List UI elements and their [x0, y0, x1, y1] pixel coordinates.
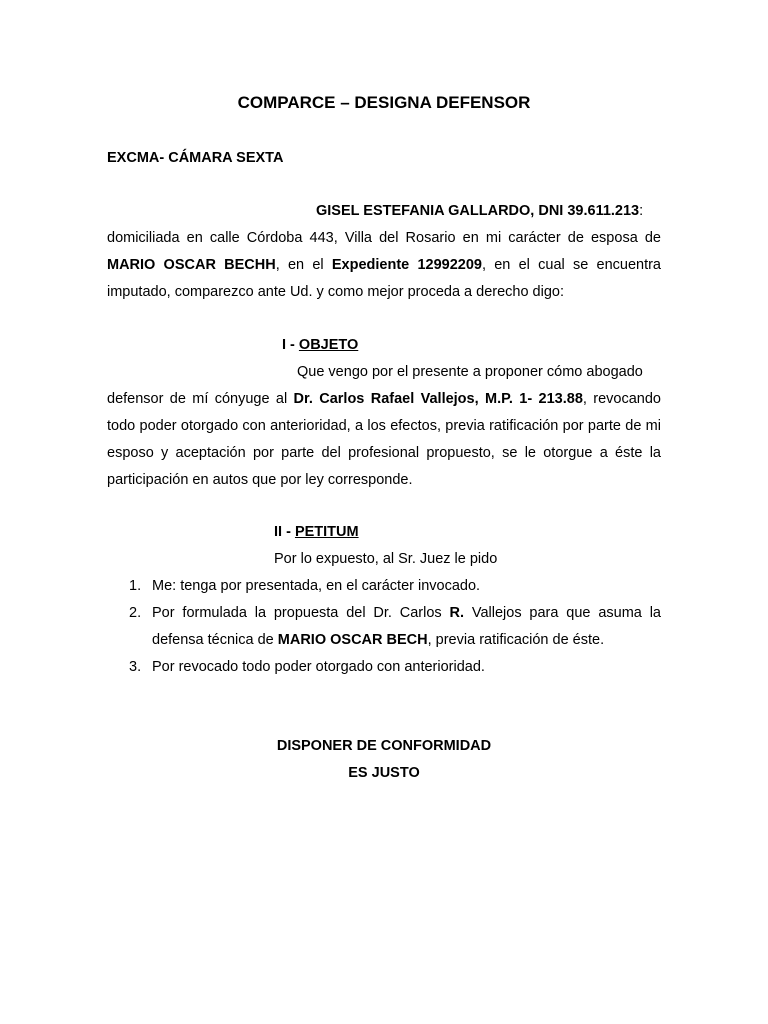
- intro-address: domiciliada en calle Córdoba 443, Villa del Rosario en mi carácter de esposa de: [107, 230, 661, 246]
- section-petitum-title: PETITUM: [294, 524, 359, 540]
- intro-paragraph: [107, 198, 661, 306]
- list-item-bold-name: MARIO OSCAR BECH: [277, 632, 428, 648]
- list-item-text: Me: tenga por presentada, en el carácter invocado.: [152, 578, 481, 594]
- list-item: [107, 654, 661, 681]
- objeto-paragraph: [107, 359, 661, 494]
- section-objeto-number: I -: [282, 337, 299, 353]
- closing-line-2: ES JUSTO: [348, 765, 420, 781]
- section-petitum-number: II -: [274, 524, 295, 540]
- list-item-text: Por revocado todo poder otorgado con anterioridad.: [152, 659, 485, 675]
- expediente-number: Expediente 12992209: [331, 257, 482, 273]
- objeto-text-b: , revocando todo poder otorgado con anterioridad, a los efectos, previa ratificación por parte de mi esposo y aceptación por parte del profesional propuesto, se le otorgue a éste la participación en autos que por ley corresponde.: [107, 391, 661, 488]
- petitioner-name-dni: GISEL ESTEFANIA GALLARDO, DNI 39.611.213: [316, 203, 640, 219]
- list-item-number: 3.: [129, 659, 142, 675]
- closing-line-1: DISPONER DE CONFORMIDAD: [276, 738, 492, 754]
- spouse-name: MARIO OSCAR BECHH: [107, 257, 276, 273]
- list-item-text-c: , previa ratificación de éste.: [427, 632, 605, 648]
- intro-first-line: [107, 198, 661, 225]
- section-objeto-heading: [282, 332, 358, 359]
- list-item: [107, 573, 661, 600]
- list-item-number: 2.: [129, 605, 142, 621]
- lawyer-name: Dr. Carlos Rafael Vallejos, M.P. 1- 213.88: [293, 391, 583, 407]
- intro-text-b: , en el cual se encuentra imputado, comparezco ante Ud. y como mejor proceda a derecho digo:: [107, 257, 661, 300]
- list-item-text-b: Vallejos para que asuma la defensa técnica de: [152, 605, 661, 648]
- petitum-lead: Por lo expuesto, al Sr. Juez le pido: [274, 551, 498, 567]
- section-petitum-heading: [274, 519, 359, 546]
- section-objeto-title: OBJETO: [298, 337, 359, 353]
- intro-colon: :: [639, 203, 644, 219]
- document-title: COMPARCE – DESIGNA DEFENSOR: [237, 93, 531, 112]
- objeto-text-a: defensor de mí cónyuge al: [107, 391, 294, 407]
- list-item-bold-initial: R.: [449, 605, 465, 621]
- petitum-list: [107, 573, 661, 681]
- objeto-first-line: Que vengo por el presente a proponer cómo abogado: [297, 364, 643, 380]
- court-heading: EXCMA- CÁMARA SEXTA: [107, 150, 284, 166]
- intro-text-a: , en el: [275, 257, 332, 273]
- list-item-number: 1.: [129, 578, 142, 594]
- list-item: [107, 600, 661, 654]
- list-item-text-a: Por formulada la propuesta del Dr. Carlos: [152, 605, 450, 621]
